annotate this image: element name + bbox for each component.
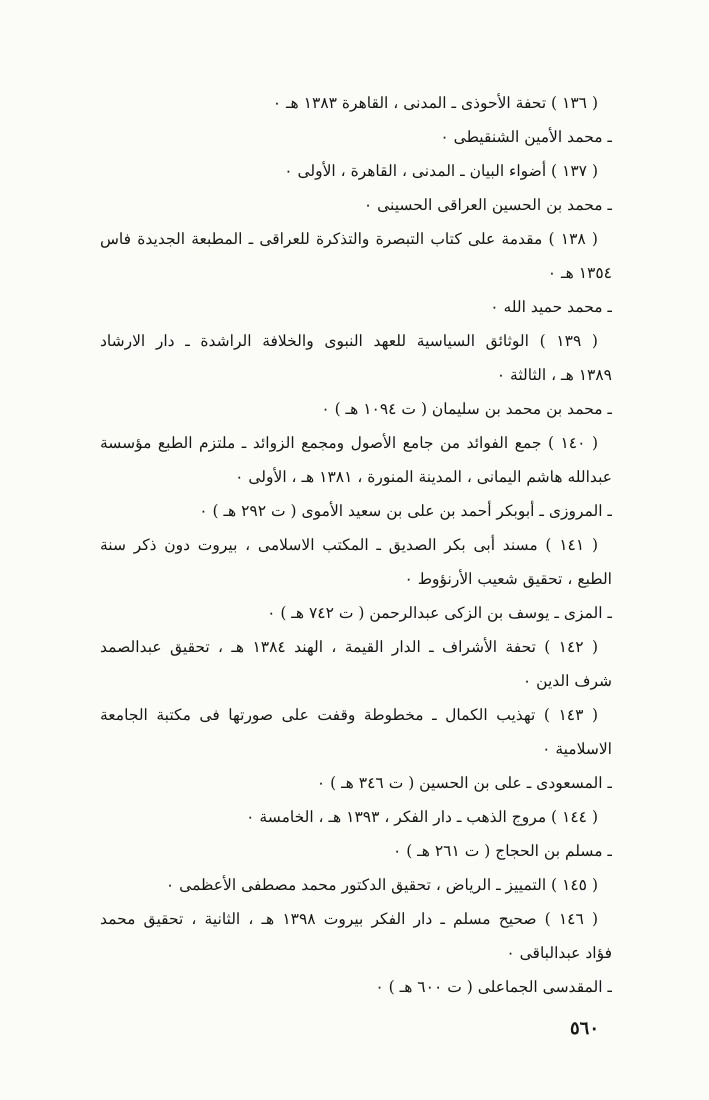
author-line: ـ المسعودى ـ على بن الحسين ( ت ٣٤٦ هـ ) ٠ — [316, 774, 612, 792]
bibliography-list — [100, 86, 612, 1004]
continuation-line: الطبع ، تحقيق شعيب الأرنؤوط ٠ — [404, 570, 612, 588]
author-line: ـ محمد بن محمد بن سليمان ( ت ١٠٩٤ هـ ) ٠ — [321, 400, 612, 418]
entry-line: ( ١٤٤ ) مروج الذهب ـ دار الفكر ، ١٣٩٣ هـ ، الخامسة ٠ — [246, 808, 598, 826]
continuation-line: عبدالله هاشم اليمانى ، المدينة المنورة ، ١٣٨١ هـ ، الأولى ٠ — [235, 468, 612, 486]
continuation-line: ١٣٨٩ هـ ، الثالثة ٠ — [496, 366, 612, 384]
entry-line: ( ١٤٦ ) صحيح مسلم ـ دار الفكر بيروت ١٣٩٨ هـ ، الثانية ، تحقيق محمد — [100, 910, 598, 928]
entry-line: ( ١٤١ ) مسند أبى بكر الصديق ـ المكتب الاسلامى ، بيروت دون ذكر سنة — [100, 536, 598, 554]
entry-line: ( ١٣٧ ) أضواء البيان ـ المدنى ، القاهرة ، الأولى ٠ — [284, 162, 598, 180]
continuation-line: شرف الدين ٠ — [522, 672, 612, 690]
author-line: ـ محمد بن الحسين العراقى الحسينى ٠ — [363, 196, 612, 214]
entry-line: ( ١٤٢ ) تحفة الأشراف ـ الدار القيمة ، الهند ١٣٨٤ هـ ، تحقيق عبدالصمد — [100, 638, 598, 656]
entry-line: ( ١٤٣ ) تهذيب الكمال ـ مخطوطة وقفت على صورتها فى مكتبة الجامعة — [100, 706, 598, 724]
entry-line: ( ١٣٦ ) تحفة الأحوذى ـ المدنى ، القاهرة ١٣٨٣ هـ ٠ — [272, 94, 598, 112]
author-line: ـ محمد الأمين الشنقيطى ٠ — [440, 128, 612, 146]
continuation-line: الاسلامية ٠ — [542, 740, 612, 758]
page-number: ٥٦٠ — [570, 1018, 600, 1039]
author-line: ـ مسلم بن الحجاج ( ت ٢٦١ هـ ) ٠ — [392, 842, 612, 860]
entry-line: ( ١٤٠ ) جمع الفوائد من جامع الأصول ومجمع الزوائد ـ ملتزم الطبع مؤسسة — [100, 434, 598, 452]
entry-line: ( ١٤٥ ) التمييز ـ الرياض ، تحقيق الدكتور محمد مصطفى الأعظمى ٠ — [165, 876, 598, 894]
author-line: ـ المزى ـ يوسف بن الزكى عبدالرحمن ( ت ٧٤٢ هـ ) ٠ — [267, 604, 612, 622]
continuation-line: ١٣٥٤ هـ ٠ — [547, 264, 612, 282]
continuation-line: فؤاد عبدالباقى ٠ — [506, 944, 612, 962]
entry-line: ( ١٣٨ ) مقدمة على كتاب التبصرة والتذكرة للعراقى ـ المطبعة الجديدة فاس — [100, 230, 598, 248]
author-line: ـ محمد حميد الله ٠ — [490, 298, 612, 316]
author-line: ـ المروزى ـ أبوبكر أحمد بن على بن سعيد الأموى ( ت ٢٩٢ هـ ) ٠ — [199, 502, 612, 520]
entry-line: ( ١٣٩ ) الوثائق السياسية للعهد النبوى والخلافة الراشدة ـ دار الارشاد — [100, 332, 598, 350]
author-line: ـ المقدسى الجماعلى ( ت ٦٠٠ هـ ) ٠ — [375, 978, 612, 996]
